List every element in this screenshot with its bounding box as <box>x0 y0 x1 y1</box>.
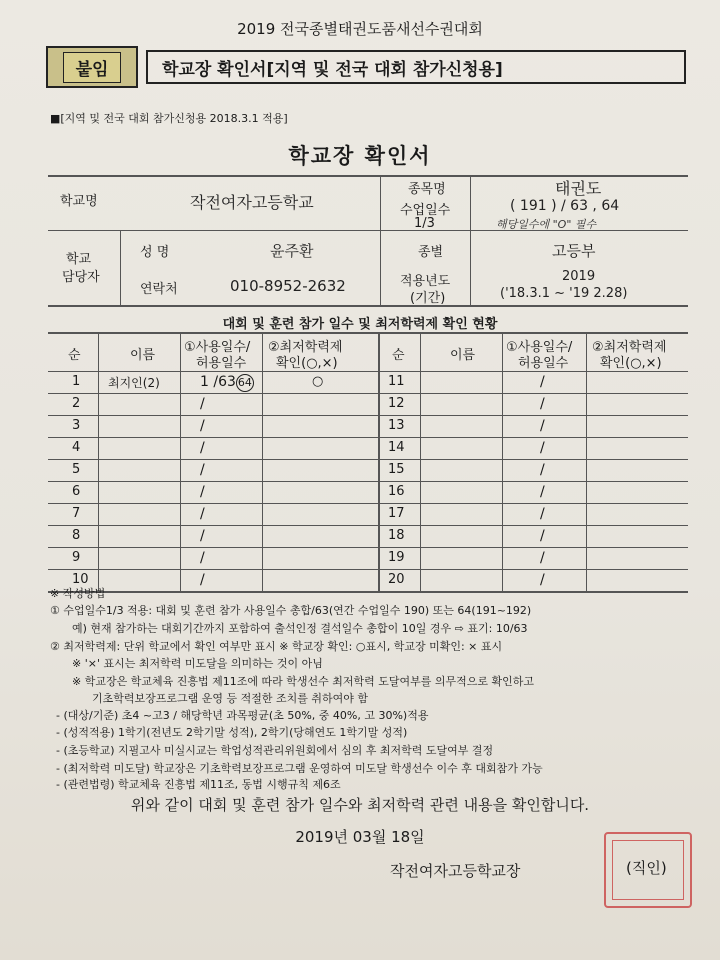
col-header-academic-right: ②최저학력제 <box>592 340 667 355</box>
period-value: ('18.3.1 ~ '19 2.28) <box>500 286 628 301</box>
principal-signature-line: 작전여자고등학교장 <box>390 862 521 880</box>
instruction-line: ① 수업일수1/3 적용: 대회 및 훈련 참가 사용일수 총합/63(연간 수업일수 190) 또는 64(191~192) <box>50 604 532 617</box>
row-days-value: / <box>540 572 545 588</box>
row-number: 6 <box>72 484 81 499</box>
row-number: 17 <box>388 506 405 521</box>
row-number: 13 <box>388 418 405 433</box>
attachment-badge <box>46 46 138 88</box>
row-number: 15 <box>388 462 405 477</box>
attachment-badge-label: 붙임 <box>63 52 122 83</box>
table-hline <box>48 591 688 593</box>
row-days-value: / <box>540 440 545 456</box>
row-number: 19 <box>388 550 405 565</box>
col-header-name: 이름 <box>130 348 156 363</box>
staff-label-2: 담당자 <box>62 270 100 285</box>
row-number: 8 <box>72 528 81 543</box>
col-header-academic-2: 확인(○,×) <box>276 356 338 371</box>
instruction-line: 기초학력보장프로그램 운영 등 적절한 조치를 취하여야 함 <box>92 692 369 705</box>
name-value: 윤주환 <box>270 242 314 260</box>
row-days-value: / <box>200 440 205 456</box>
table-vline <box>502 332 503 591</box>
attendance-hint: 해당일수에 "O" 필수 <box>496 218 597 231</box>
col-header-no: 순 <box>68 348 81 363</box>
row-number: 16 <box>388 484 405 499</box>
col-header-days: ①사용일수/ <box>184 340 251 355</box>
issue-date: 2019년 03월 18일 <box>295 828 425 846</box>
division-label: 종별 <box>418 245 444 260</box>
table-hline <box>48 393 688 394</box>
row-number: 7 <box>72 506 81 521</box>
row-number: 14 <box>388 440 405 455</box>
row-number: 5 <box>72 462 81 477</box>
school-value: 작전여자고등학교 <box>190 193 314 212</box>
table-vline <box>586 332 587 591</box>
period-label: (기간) <box>410 291 446 306</box>
row-days-value: / <box>200 484 205 500</box>
table-hline <box>48 503 688 504</box>
instruction-line: - (관련법령) 학교체육 진흥법 제11조, 동법 시행규칙 제6조 <box>56 778 341 791</box>
instruction-line: ※ 작성방법 <box>50 587 106 600</box>
event-title: 2019 전국종별태권도품새선수권대회 <box>237 20 483 38</box>
instruction-line: - (초등학교) 지필고사 미실시교는 학업성적관리위원회에서 심의 후 최저학력 도달여부 결정 <box>56 744 494 757</box>
table-hline <box>48 547 688 548</box>
table-vline <box>420 332 421 591</box>
row-days-value: / <box>200 462 205 478</box>
year-value: 2019 <box>562 269 596 284</box>
instruction-line: - (최저학력 미도달) 학교장은 기초학력보장프로그램 운영하여 미도달 학생선수 이수 후 대회참가 가능 <box>56 762 543 775</box>
row-days-value: 1 /63 64 <box>200 374 252 390</box>
row-days-value: / <box>540 506 545 522</box>
staff-label: 학교 <box>66 252 92 267</box>
row-days-value: / <box>200 418 205 434</box>
row-number: 20 <box>388 572 405 587</box>
col-header-name-right: 이름 <box>450 348 476 363</box>
sport-label: 종목명 <box>408 182 446 197</box>
instruction-line: 예) 현재 참가하는 대회기간까지 포함하여 출석인정 결석일수 총합이 10일 경우 ⇨ 표기: 10/63 <box>72 622 528 635</box>
attendance-fraction-label: 1/3 <box>414 216 435 231</box>
table-vline <box>262 332 263 591</box>
col-header-academic: ②최저학력제 <box>268 340 343 355</box>
col-header-no-right: 순 <box>392 348 405 363</box>
table-hline <box>48 569 688 570</box>
year-label: 적용년도 <box>400 274 451 289</box>
row-days-value: / <box>540 462 545 478</box>
row-days-value: / <box>200 572 205 588</box>
instruction-line: ※ 학교장은 학교체육 진흥법 제11조에 따라 학생선수 최저학력 도달여부를 의무적으로 확인하고 <box>72 675 534 688</box>
info-vline <box>120 230 121 305</box>
row-athlete-name: 최지인(2) <box>108 376 160 390</box>
row-academic-check: ○ <box>312 374 324 389</box>
school-label: 학교명 <box>60 194 98 209</box>
attendance-label: 수업일수 <box>400 203 451 218</box>
table-hline <box>48 525 688 526</box>
form-title: 학교장 확인서 <box>288 144 432 168</box>
row-days-value: / <box>200 550 205 566</box>
info-bottom-border <box>48 305 688 307</box>
contact-label: 연락처 <box>140 282 178 297</box>
row-number: 11 <box>388 374 405 389</box>
table-hline <box>48 332 688 334</box>
row-days-value: / <box>540 550 545 566</box>
row-number: 1 <box>72 374 81 389</box>
table-hline <box>48 481 688 482</box>
row-number: 2 <box>72 396 81 411</box>
form-heading: 학교장 확인서[지역 및 전국 대회 참가신청용] <box>146 50 686 84</box>
col-header-academic-right-2: 확인(○,×) <box>600 356 662 371</box>
instruction-line: - (대상/기준) 초4 ~고3 / 해당학년 과목평균(초 50%, 중 40%, 고 30%)적용 <box>56 709 429 722</box>
row-days-value: / <box>540 374 545 390</box>
table-hline <box>48 437 688 438</box>
instruction-line: ② 최저학력제: 단위 학교에서 확인 여부만 표시 ※ 학교장 확인: ○표시, 학교장 미확인: × 표시 <box>50 640 503 653</box>
circled-days-value: 64 <box>236 374 254 392</box>
col-header-days-right-2: 허용일수 <box>518 356 569 371</box>
row-number: 10 <box>72 572 89 587</box>
contact-value: 010-8952-2632 <box>230 277 346 295</box>
col-header-days-right: ①사용일수/ <box>506 340 573 355</box>
row-number: 4 <box>72 440 81 455</box>
row-number: 12 <box>388 396 405 411</box>
table-vline <box>98 332 99 591</box>
confirmation-statement: 위와 같이 대회 및 훈련 참가 일수와 최저학력 관련 내용을 확인합니다. <box>130 796 590 814</box>
table-hline <box>48 371 688 372</box>
row-days-value: / <box>200 528 205 544</box>
row-days-value: / <box>540 396 545 412</box>
instruction-line: ※ '×' 표시는 최저학력 미도달을 의미하는 것이 아님 <box>72 657 323 670</box>
row-days-value: / <box>540 418 545 434</box>
row-days-value: / <box>540 528 545 544</box>
table-vline <box>180 332 181 591</box>
table-caption: 대회 및 훈련 참가 일수 및 최저학력제 확인 현황 <box>222 317 498 332</box>
row-number: 9 <box>72 550 81 565</box>
instruction-line: - (성적적용) 1학기(전년도 2학기말 성적), 2학기(당해연도 1학기말 성적) <box>56 726 408 739</box>
sport-value: 태권도 <box>555 179 602 198</box>
table-hline <box>48 459 688 460</box>
row-days-value: / <box>540 484 545 500</box>
table-hline <box>48 415 688 416</box>
table-vline <box>378 332 380 591</box>
name-label: 성 명 <box>140 245 170 260</box>
regulation-note: ■[지역 및 전국 대회 참가신청용 2018.3.1 적용] <box>50 112 288 125</box>
col-header-days-2: 허용일수 <box>196 356 247 371</box>
info-vline <box>470 175 471 305</box>
row-number: 3 <box>72 418 81 433</box>
seal-label: (직인) <box>626 859 667 877</box>
row-number: 18 <box>388 528 405 543</box>
division-value: 고등부 <box>552 242 596 260</box>
row-days-value: / <box>200 396 205 412</box>
row-days-value: / <box>200 506 205 522</box>
attendance-value: ( 191 ) / 63 , 64 <box>510 198 620 214</box>
info-vline <box>380 175 381 305</box>
